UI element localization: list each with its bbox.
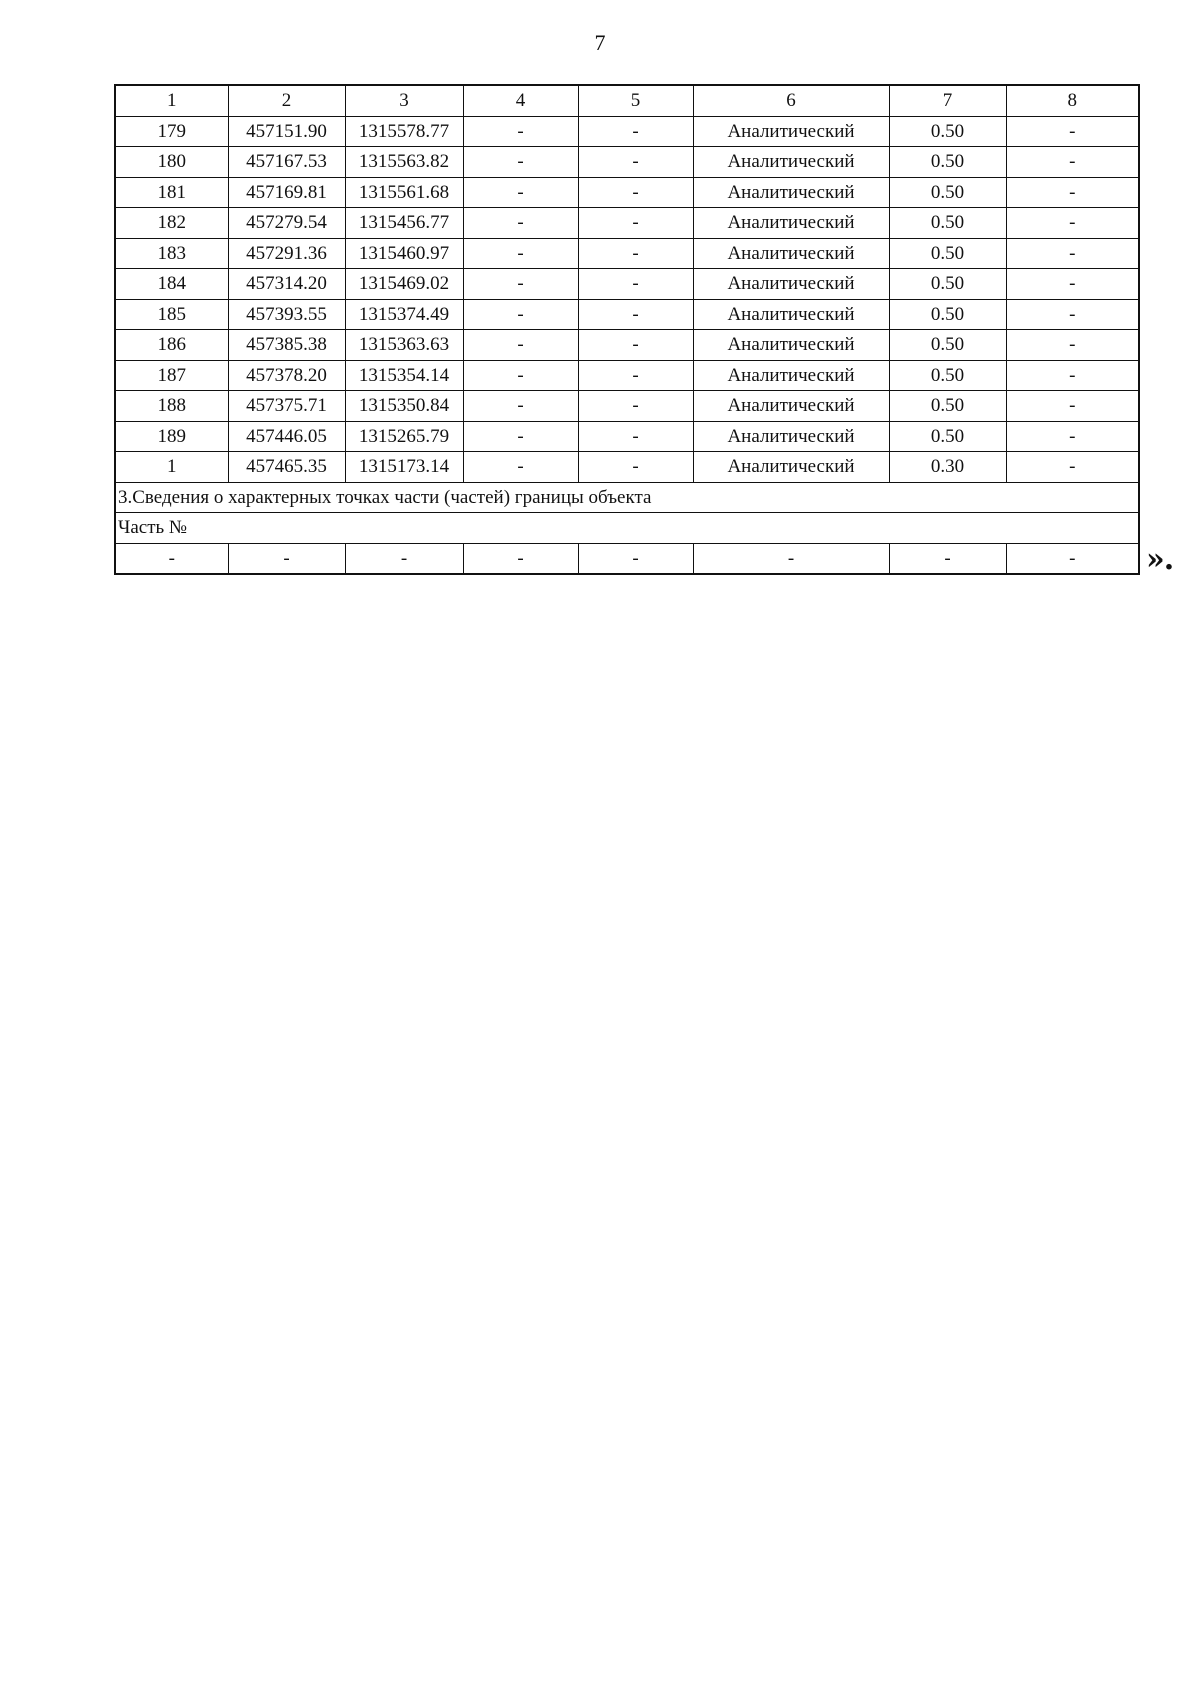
table-cell: 0.50: [889, 421, 1006, 452]
section-title: 3.Сведения о характерных точках части (частей) границы объекта: [115, 482, 1139, 513]
table-cell: 180: [115, 147, 228, 178]
table-cell: 0.50: [889, 269, 1006, 300]
table-header-row: [115, 85, 1139, 116]
table-cell: 1315460.97: [345, 238, 463, 269]
table-cell: 457385.38: [228, 330, 345, 361]
table-cell: 457378.20: [228, 360, 345, 391]
table-cell: 181: [115, 177, 228, 208]
table-cell: Аналитический: [693, 177, 889, 208]
table-cell: -: [463, 391, 578, 422]
table-row: [115, 208, 1139, 239]
table-cell: 1315265.79: [345, 421, 463, 452]
table-row: [115, 330, 1139, 361]
table-cell: Аналитический: [693, 452, 889, 483]
table-cell: 457314.20: [228, 269, 345, 300]
table-cell: -: [578, 116, 693, 147]
coordinates-table: [114, 84, 1140, 575]
table-cell: 0.50: [889, 360, 1006, 391]
table-cell: 185: [115, 299, 228, 330]
part-label-row: [115, 513, 1139, 544]
column-header-cell: 5: [578, 85, 693, 116]
table-cell: Аналитический: [693, 269, 889, 300]
table-cell: 1315350.84: [345, 391, 463, 422]
table-cell: 179: [115, 116, 228, 147]
table-row: [115, 299, 1139, 330]
section-title-row: [115, 482, 1139, 513]
table-cell: 1315456.77: [345, 208, 463, 239]
table-cell: -: [1006, 391, 1139, 422]
closing-quote-mark: ».: [1146, 542, 1174, 577]
table-cell: 0.50: [889, 299, 1006, 330]
column-header-cell: 2: [228, 85, 345, 116]
table-cell: -: [578, 452, 693, 483]
table-cell: -: [1006, 421, 1139, 452]
table-cell: Аналитический: [693, 330, 889, 361]
table-cell: -: [1006, 147, 1139, 178]
table-cell: Аналитический: [693, 360, 889, 391]
table-cell: 0.50: [889, 238, 1006, 269]
table-cell: 188: [115, 391, 228, 422]
table-cell: Аналитический: [693, 299, 889, 330]
table-cell: -: [228, 543, 345, 574]
table-cell: 0.50: [889, 208, 1006, 239]
table-cell: -: [463, 208, 578, 239]
table-cell: 186: [115, 330, 228, 361]
table-cell: Аналитический: [693, 147, 889, 178]
table-cell: 457393.55: [228, 299, 345, 330]
part-number-label: Часть №: [115, 513, 1139, 544]
table-cell: -: [463, 116, 578, 147]
table-cell: 457169.81: [228, 177, 345, 208]
table-cell: 457375.71: [228, 391, 345, 422]
table-cell: 1315563.82: [345, 147, 463, 178]
table-body: [115, 85, 1139, 574]
table-cell: -: [463, 269, 578, 300]
table-cell: -: [1006, 543, 1139, 574]
table-row: [115, 269, 1139, 300]
table-cell: -: [578, 208, 693, 239]
table-cell: 457151.90: [228, 116, 345, 147]
table-cell: -: [463, 421, 578, 452]
table-cell: -: [345, 543, 463, 574]
table-cell: 0.30: [889, 452, 1006, 483]
table-row: [115, 360, 1139, 391]
table-cell: 182: [115, 208, 228, 239]
table-cell: 0.50: [889, 330, 1006, 361]
table-cell: -: [463, 147, 578, 178]
table-cell: -: [578, 330, 693, 361]
table-cell: -: [889, 543, 1006, 574]
coordinates-table-wrapper: [114, 84, 1140, 575]
table-cell: 189: [115, 421, 228, 452]
table-cell: -: [1006, 208, 1139, 239]
table-cell: 457446.05: [228, 421, 345, 452]
table-cell: 1315374.49: [345, 299, 463, 330]
table-cell: -: [578, 421, 693, 452]
table-cell: 1315561.68: [345, 177, 463, 208]
table-cell: 1: [115, 452, 228, 483]
table-cell: 457279.54: [228, 208, 345, 239]
table-cell: -: [578, 543, 693, 574]
table-row: [115, 452, 1139, 483]
table-cell: 184: [115, 269, 228, 300]
column-header-cell: 6: [693, 85, 889, 116]
table-cell: -: [1006, 360, 1139, 391]
table-cell: -: [693, 543, 889, 574]
table-cell: 183: [115, 238, 228, 269]
table-cell: -: [578, 147, 693, 178]
table-cell: Аналитический: [693, 238, 889, 269]
table-cell: Аналитический: [693, 391, 889, 422]
table-cell: -: [578, 269, 693, 300]
table-cell: -: [115, 543, 228, 574]
table-cell: -: [1006, 299, 1139, 330]
table-cell: -: [1006, 269, 1139, 300]
table-row: [115, 391, 1139, 422]
column-header-cell: 7: [889, 85, 1006, 116]
table-cell: 0.50: [889, 177, 1006, 208]
table-cell: -: [463, 177, 578, 208]
table-cell: -: [578, 360, 693, 391]
table-cell: 457291.36: [228, 238, 345, 269]
table-cell: -: [1006, 177, 1139, 208]
column-header-cell: 1: [115, 85, 228, 116]
column-header-cell: 4: [463, 85, 578, 116]
table-cell: -: [463, 299, 578, 330]
table-cell: -: [463, 330, 578, 361]
table-cell: 457167.53: [228, 147, 345, 178]
table-cell: -: [578, 391, 693, 422]
table-cell: Аналитический: [693, 421, 889, 452]
table-row: [115, 147, 1139, 178]
table-cell: -: [578, 299, 693, 330]
table-row: [115, 116, 1139, 147]
table-cell: 0.50: [889, 391, 1006, 422]
table-cell: -: [463, 452, 578, 483]
table-cell: -: [463, 543, 578, 574]
table-cell: 1315173.14: [345, 452, 463, 483]
table-cell: 457465.35: [228, 452, 345, 483]
table-row: [115, 421, 1139, 452]
table-row: [115, 177, 1139, 208]
table-cell: -: [463, 238, 578, 269]
column-header-cell: 3: [345, 85, 463, 116]
table-cell: 1315578.77: [345, 116, 463, 147]
table-cell: -: [1006, 116, 1139, 147]
table-cell: -: [578, 177, 693, 208]
page-number: 7: [594, 30, 606, 55]
table-cell: 0.50: [889, 116, 1006, 147]
table-cell: Аналитический: [693, 116, 889, 147]
table-cell: 1315469.02: [345, 269, 463, 300]
table-cell: Аналитический: [693, 208, 889, 239]
table-cell: 1315363.63: [345, 330, 463, 361]
table-cell: -: [463, 360, 578, 391]
table-cell: -: [578, 238, 693, 269]
table-cell: -: [1006, 238, 1139, 269]
table-cell: -: [1006, 330, 1139, 361]
column-header-cell: 8: [1006, 85, 1139, 116]
table-cell: 187: [115, 360, 228, 391]
table-cell: 0.50: [889, 147, 1006, 178]
table-row: [115, 238, 1139, 269]
table-cell: 1315354.14: [345, 360, 463, 391]
empty-table-row: [115, 543, 1139, 574]
table-cell: -: [1006, 452, 1139, 483]
